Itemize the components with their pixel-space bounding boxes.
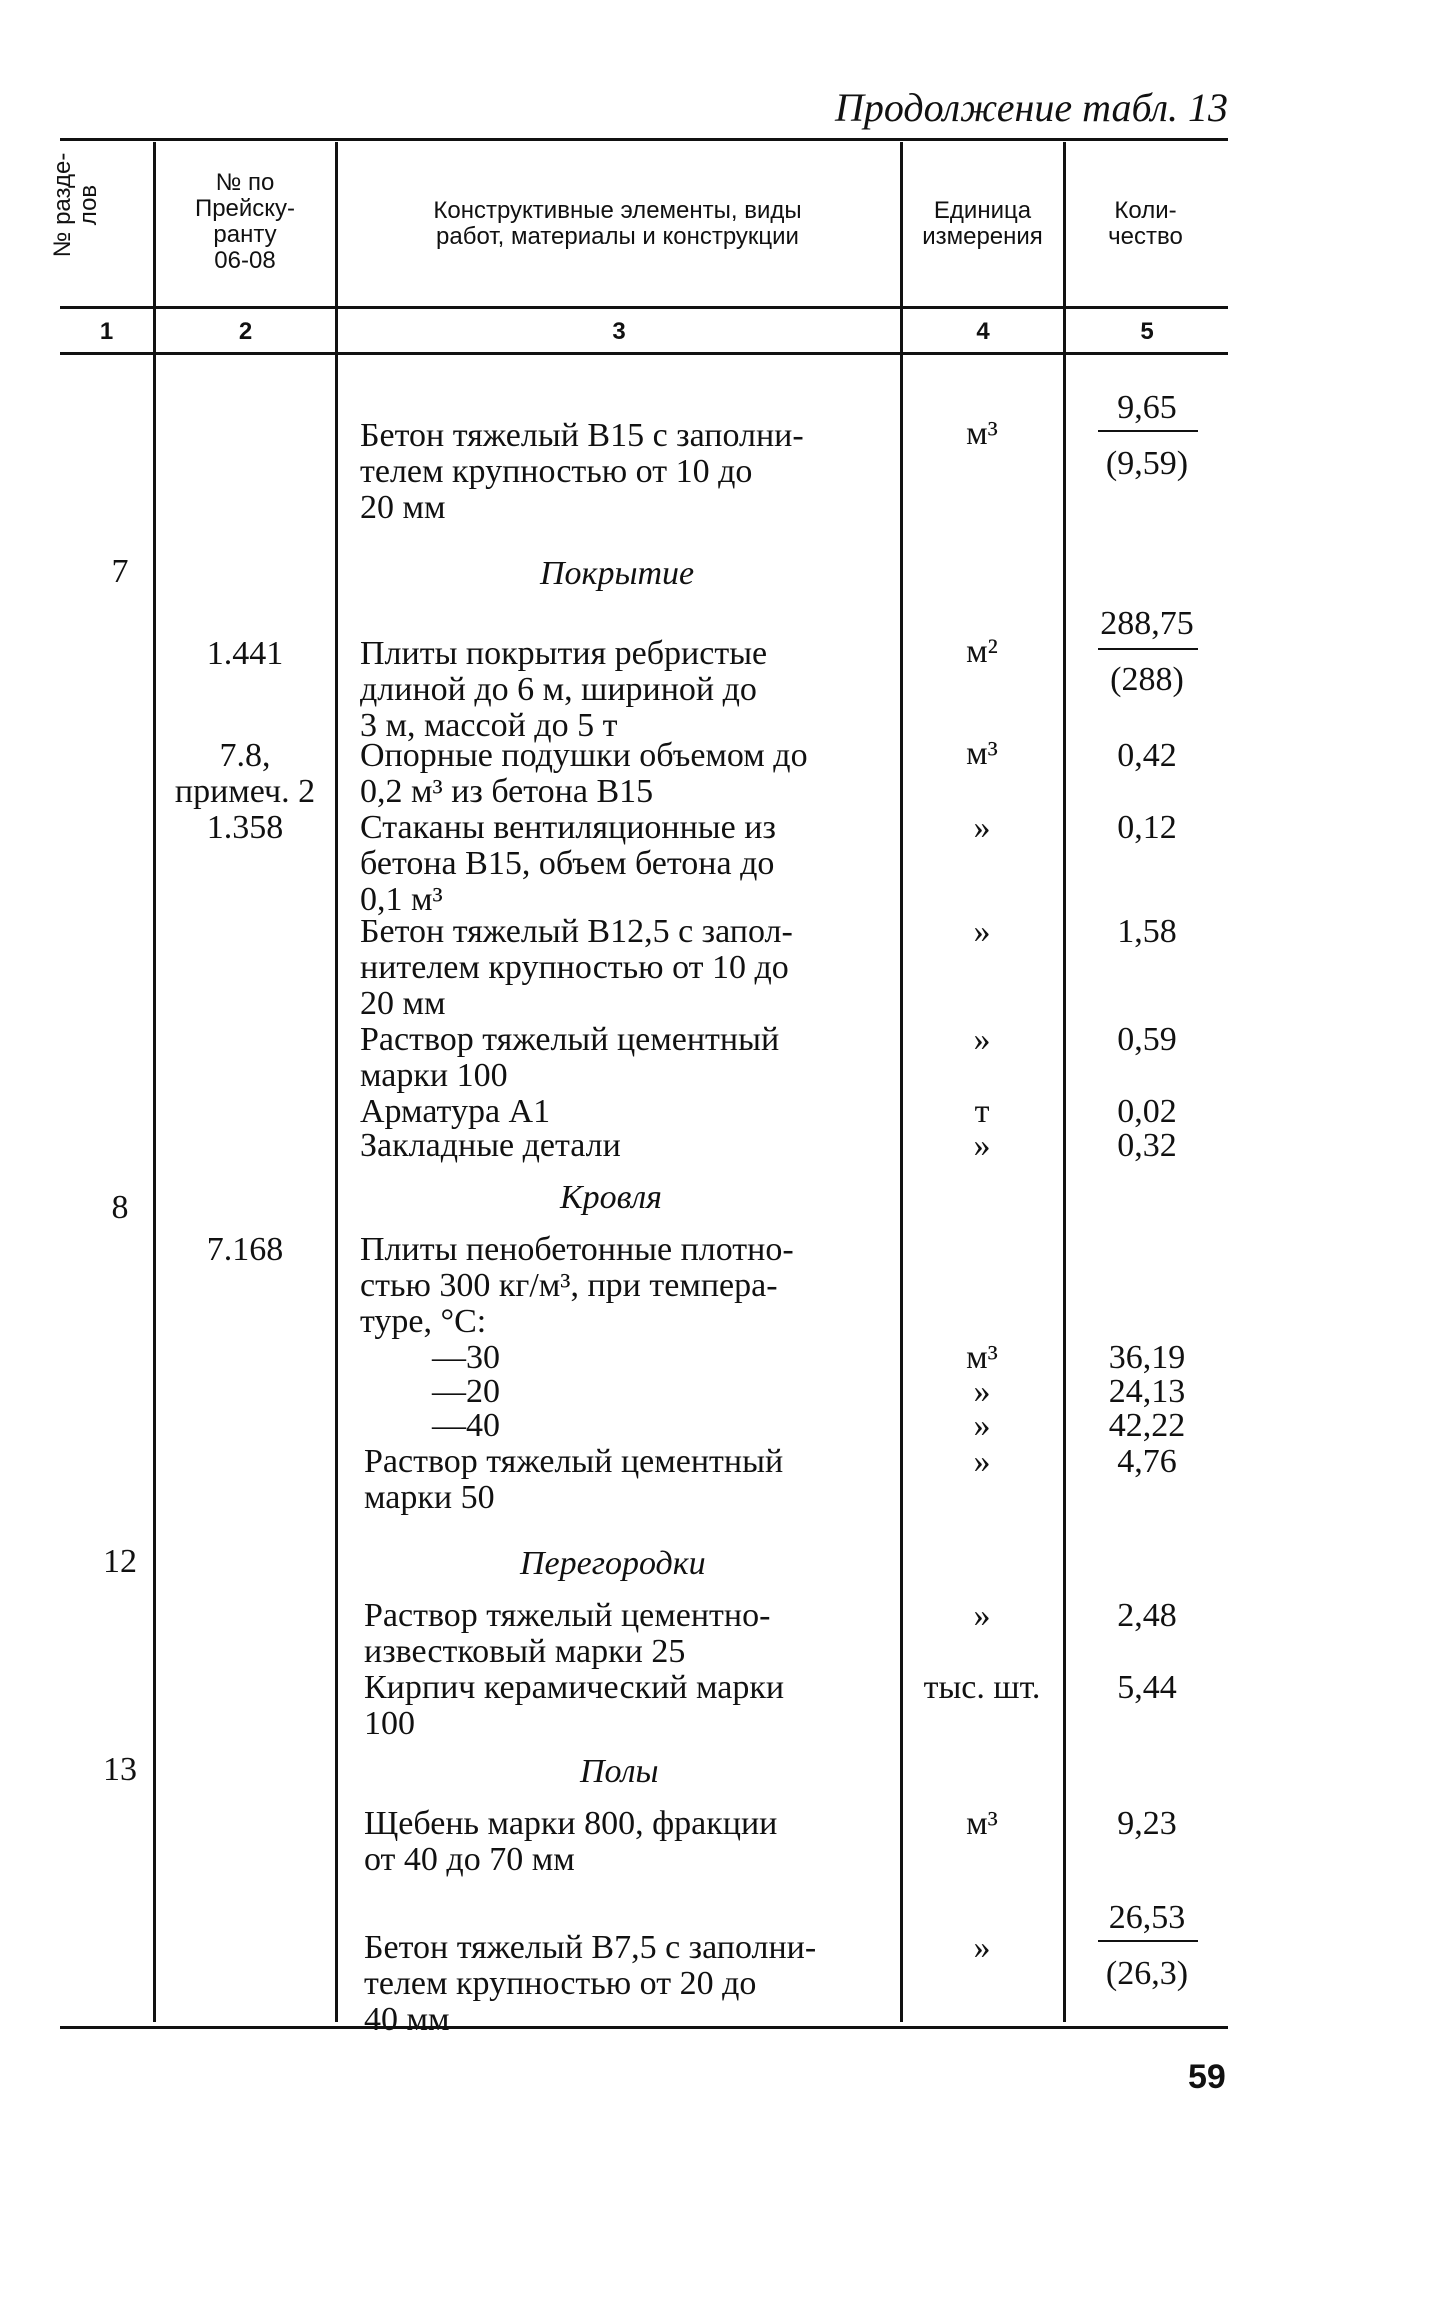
row-qty: 9,23 (1117, 1805, 1177, 1842)
row-code: 7.8, примеч. 2 (174, 737, 316, 810)
row-unit: » (973, 1929, 991, 1966)
row-desc: Арматура А1 (360, 1093, 551, 1130)
row-unit: » (973, 1443, 991, 1480)
row-desc: Раствор тяжелый цементно- известковый марки 25 (364, 1597, 771, 1670)
row-unit: м³ (966, 1339, 998, 1376)
row-unit: т (974, 1093, 990, 1130)
section-number: 8 (111, 1189, 129, 1226)
col-divider-3 (900, 142, 903, 2022)
row-desc: Кирпич керамический марки 100 (364, 1669, 785, 1742)
row-unit: м² (966, 633, 998, 670)
fraction-bar (1098, 648, 1198, 650)
row-qty: 4,76 (1117, 1443, 1177, 1480)
section-number: 13 (103, 1751, 137, 1788)
row-unit: м³ (966, 735, 998, 772)
row-qty: 0,12 (1117, 809, 1177, 846)
row-qty: 36,19 (1108, 1339, 1186, 1376)
row-qty-numerator: 26,53 (1108, 1899, 1186, 1936)
col-number-5: 5 (1140, 318, 1154, 345)
col-number-3: 3 (612, 318, 626, 345)
row-qty-denominator: (288) (1110, 661, 1184, 698)
row-unit: » (973, 1127, 991, 1164)
header-col3: Конструктивные элементы, виды работ, материалы и конструкции (433, 197, 802, 250)
section-title: Кровля (560, 1179, 662, 1216)
fraction-bar (1098, 1940, 1198, 1942)
row-desc: Закладные детали (360, 1127, 621, 1164)
section-number: 7 (111, 553, 129, 590)
row-qty-numerator: 288,75 (1100, 605, 1194, 642)
row-qty-numerator: 9,65 (1117, 389, 1177, 426)
continuation-caption: Продолжение табл. 13 (835, 85, 1229, 130)
row-desc: Плиты покрытия ребристые длиной до 6 м, шириной до 3 м, массой до 5 т (360, 635, 768, 744)
row-qty: 5,44 (1117, 1669, 1177, 1706)
row-desc: —40 (432, 1407, 500, 1444)
row-qty: 1,58 (1117, 913, 1177, 950)
row-qty-denominator: (26,3) (1105, 1955, 1189, 1992)
col-divider-2 (335, 142, 338, 2022)
col-number-1: 1 (99, 318, 114, 345)
row-unit: тыс. шт. (923, 1669, 1041, 1706)
row-desc: Бетон тяжелый В15 с заполни- телем крупностью от 10 до 20 мм (360, 417, 804, 526)
section-number: 12 (103, 1543, 137, 1580)
row-unit: » (973, 1597, 991, 1634)
header-bottom-rule (60, 306, 1228, 309)
header-col5: Коли- чество (1108, 197, 1183, 250)
row-qty: 24,13 (1108, 1373, 1186, 1410)
row-desc: —30 (432, 1339, 500, 1376)
row-unit: м³ (966, 415, 998, 452)
row-desc: Плиты пенобетонные плотно- стью 300 кг/м³, при темпера- туре, °С: (360, 1231, 794, 1340)
row-unit: » (973, 809, 991, 846)
row-qty: 0,59 (1117, 1021, 1177, 1058)
row-code: 1.441 (206, 635, 284, 672)
row-unit: » (973, 1373, 991, 1410)
table-top-rule (60, 138, 1228, 141)
row-unit: м³ (966, 1805, 998, 1842)
row-qty: 42,22 (1108, 1407, 1186, 1444)
section-title: Полы (580, 1753, 659, 1790)
header-col4: Единица измерения (922, 197, 1043, 250)
row-unit: » (973, 913, 991, 950)
row-desc: Раствор тяжелый цементный марки 100 (360, 1021, 780, 1094)
row-qty: 0,32 (1117, 1127, 1177, 1164)
header-col1: № разде- лов (49, 152, 102, 258)
section-title: Перегородки (520, 1545, 706, 1582)
col-divider-1 (153, 142, 156, 2022)
row-unit: » (973, 1407, 991, 1444)
row-code: 7.168 (206, 1231, 284, 1268)
row-desc: Бетон тяжелый В7,5 с заполни- телем крупностью от 20 до 40 мм (364, 1929, 817, 2038)
row-desc: Бетон тяжелый В12,5 с запол- нителем крупностью от 10 до 20 мм (360, 913, 793, 1022)
section-title: Покрытие (540, 555, 695, 592)
row-unit: » (973, 1021, 991, 1058)
row-desc: Раствор тяжелый цементный марки 50 (364, 1443, 784, 1516)
row-qty: 2,48 (1117, 1597, 1177, 1634)
row-desc: Опорные подушки объемом до 0,2 м³ из бетона В15 (360, 737, 808, 810)
header-col2: № по Прейску- ранту 06-08 (194, 169, 296, 274)
row-desc: —20 (432, 1373, 500, 1410)
row-desc: Стаканы вентиляционные из бетона В15, объем бетона до 0,1 м³ (360, 809, 776, 918)
col-number-4: 4 (976, 318, 990, 345)
col-number-2: 2 (238, 318, 253, 345)
col-divider-4 (1063, 142, 1066, 2022)
page-number: 59 (1188, 2058, 1226, 2096)
row-desc: Щебень марки 800, фракции от 40 до 70 мм (364, 1805, 778, 1878)
row-qty-denominator: (9,59) (1105, 445, 1189, 482)
row-code: 1.358 (206, 809, 284, 846)
fraction-bar (1098, 430, 1198, 432)
row-qty: 0,02 (1117, 1093, 1177, 1130)
row-qty: 0,42 (1117, 737, 1177, 774)
numbers-bottom-rule (60, 352, 1228, 355)
